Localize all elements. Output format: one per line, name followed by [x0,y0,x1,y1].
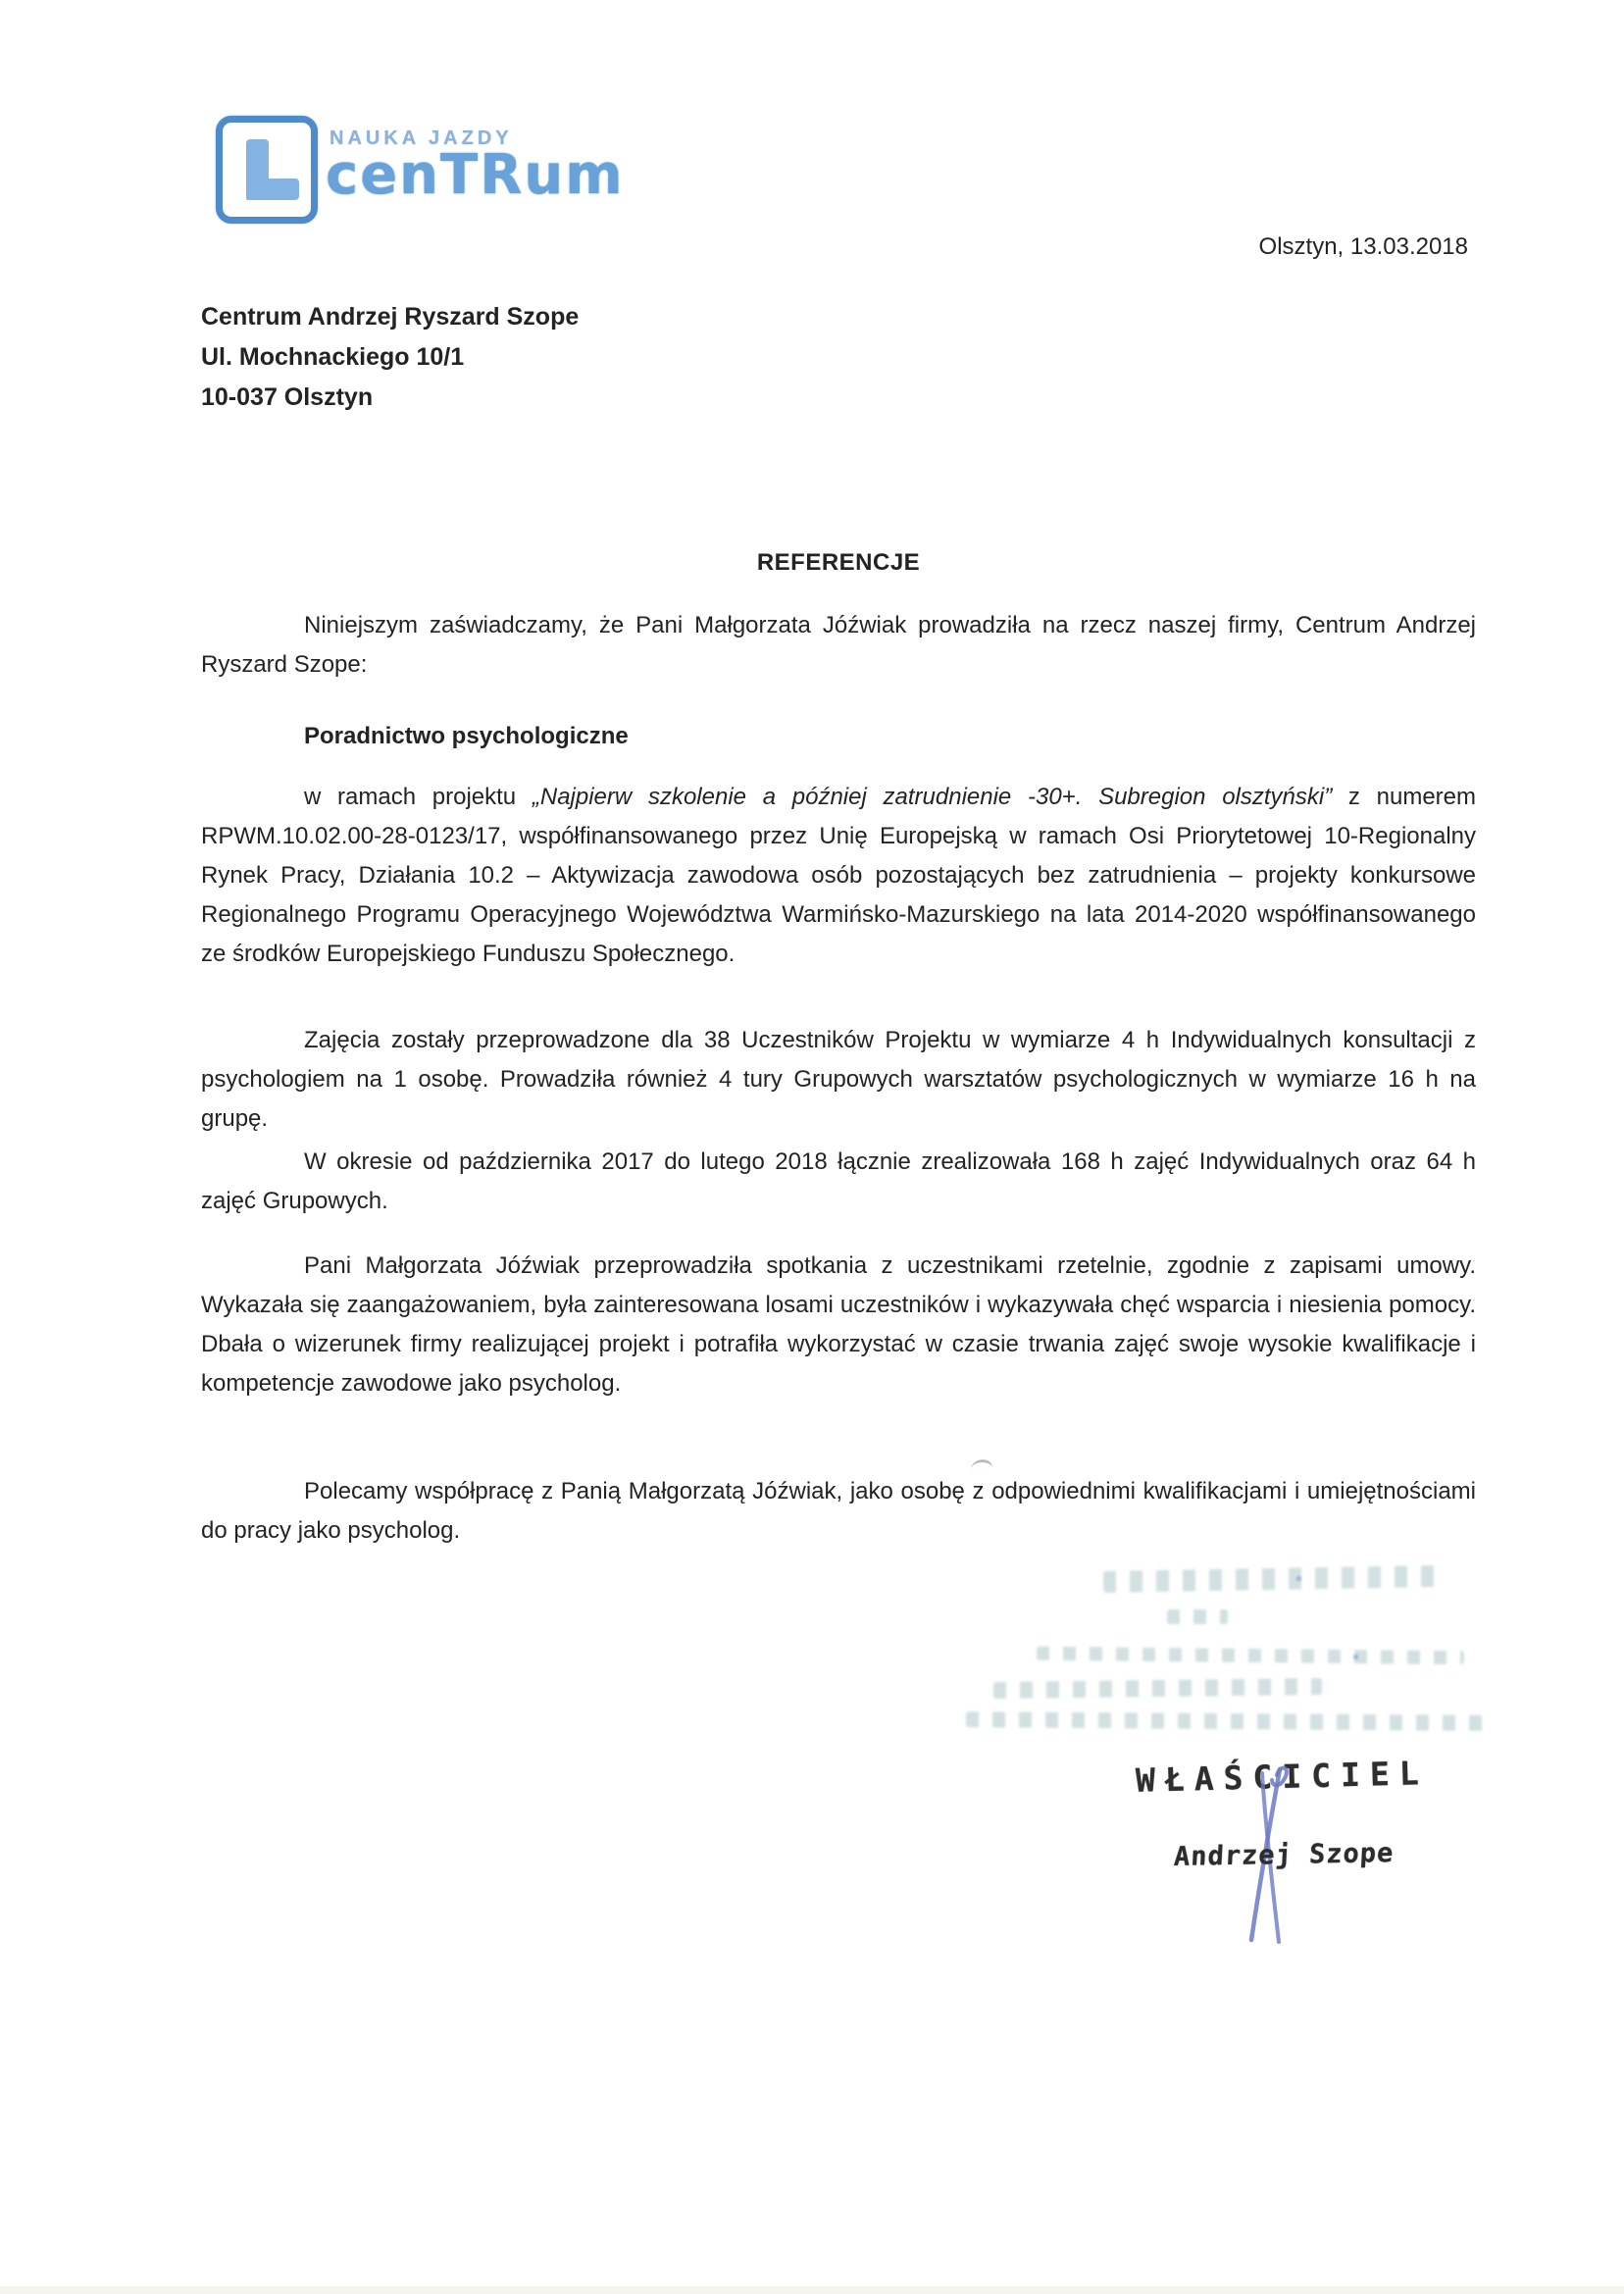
stamp-fragment [966,1711,1491,1731]
ink-dot [1296,1576,1301,1581]
stamp-fragment [1167,1609,1228,1624]
project-title: „Najpierw szkolenie a później zatrudnienie -30+. Subregion olsztyński” [532,784,1333,810]
scan-edge [0,2286,1624,2294]
logo-tagline: NAUKA JAZDY [330,127,513,149]
sender-city: 10-037 Olsztyn [201,383,374,411]
sender-address [201,297,579,418]
paragraph-intro: Niniejszym zaświadczamy, że Pani Małgorzata Jóźwiak prowadziła na rzecz naszej firmy, Centrum Andrzej Ryszard Szope: [201,612,1476,678]
letter-date: Olsztyn, 13.03.2018 [1258,233,1468,260]
faint-stamp-remnant [966,1564,1500,1751]
sender-street: Ul. Mochnackiego 10/1 [201,343,465,371]
stamp-fragment [1037,1647,1464,1665]
ink-dot [1353,1655,1358,1659]
logo-brand: cenTRum [326,143,625,207]
signature-role-stamp: WŁAŚCICIEL [1135,1754,1430,1800]
paragraph-sessions: Zajęcia zostały przeprowadzone dla 38 Uczestników Projektu w wymiarze 4 h Indywidualnych konsultacji z psychologiem na 1 osobę. Prowadziła również 4 tury Grupowych warsztatów psychologicznych w wymiarze 16 h na grupę. [201,1027,1476,1132]
sender-name: Centrum Andrzej Ryszard Szope [201,303,580,331]
learner-plate-icon [216,116,318,224]
learner-plate-letter-base [246,178,299,200]
project-suffix: z numerem RPWM.10.02.00-28-0123/17, współfinansowanego przez Unię Europejską w ramach Osi Priorytetowej 10-Regionalny Rynek Pracy, Działania 10.2 – Aktywizacja zawodowa osób pozostających bez zatrudnienia – projekty konkursowe Regionalnego Programu Operacyjnego Województwa Warmińsko-Mazurskiego na lata 2014-2020 współfinansowanego ze środków Europejskiego Funduszu Społecznego. [201,784,1477,967]
paragraph-project [201,778,1476,974]
stamp-fragment [993,1678,1322,1699]
project-prefix: w ramach projektu [304,784,533,810]
paragraph-assessment: Pani Małgorzata Jóźwiak przeprowadziła spotkania z uczestnikami rzetelnie, zgodnie z zapisami umowy. Wykazała się zaangażowaniem, była zainteresowana losami uczestników i wykazywała chęć wsparcia i niesienia pomocy. Dbała o wizerunek firmy realizującej projekt i potrafiła wykorzystać w czasie trwania zajęć swoje wysokie kwalifikacje i kompetencje zawodowe jako psycholog. [201,1252,1476,1397]
scan-artifact-squiggle [970,1458,992,1472]
paragraph-recommendation: Polecamy współpracę z Panią Małgorzatą Jóźwiak, jako osobę z odpowiednimi kwalifikacjami i umiejętnościami do pracy jako psycholog. [201,1478,1476,1544]
learner-plate-letter [223,123,224,124]
paragraph-service: Poradnictwo psychologiczne [304,723,629,749]
stamp-fragment [1103,1565,1442,1593]
letter-title: REFERENCJE [756,549,921,576]
signature-name-stamp: Andrzej Szope [1173,1838,1396,1872]
driving-school-logo [216,114,647,231]
paragraph-period: W okresie od października 2017 do lutego 2018 łącznie zrealizowała 168 h zajęć Indywidualnych oraz 64 h zajęć Grupowych. [201,1148,1476,1214]
